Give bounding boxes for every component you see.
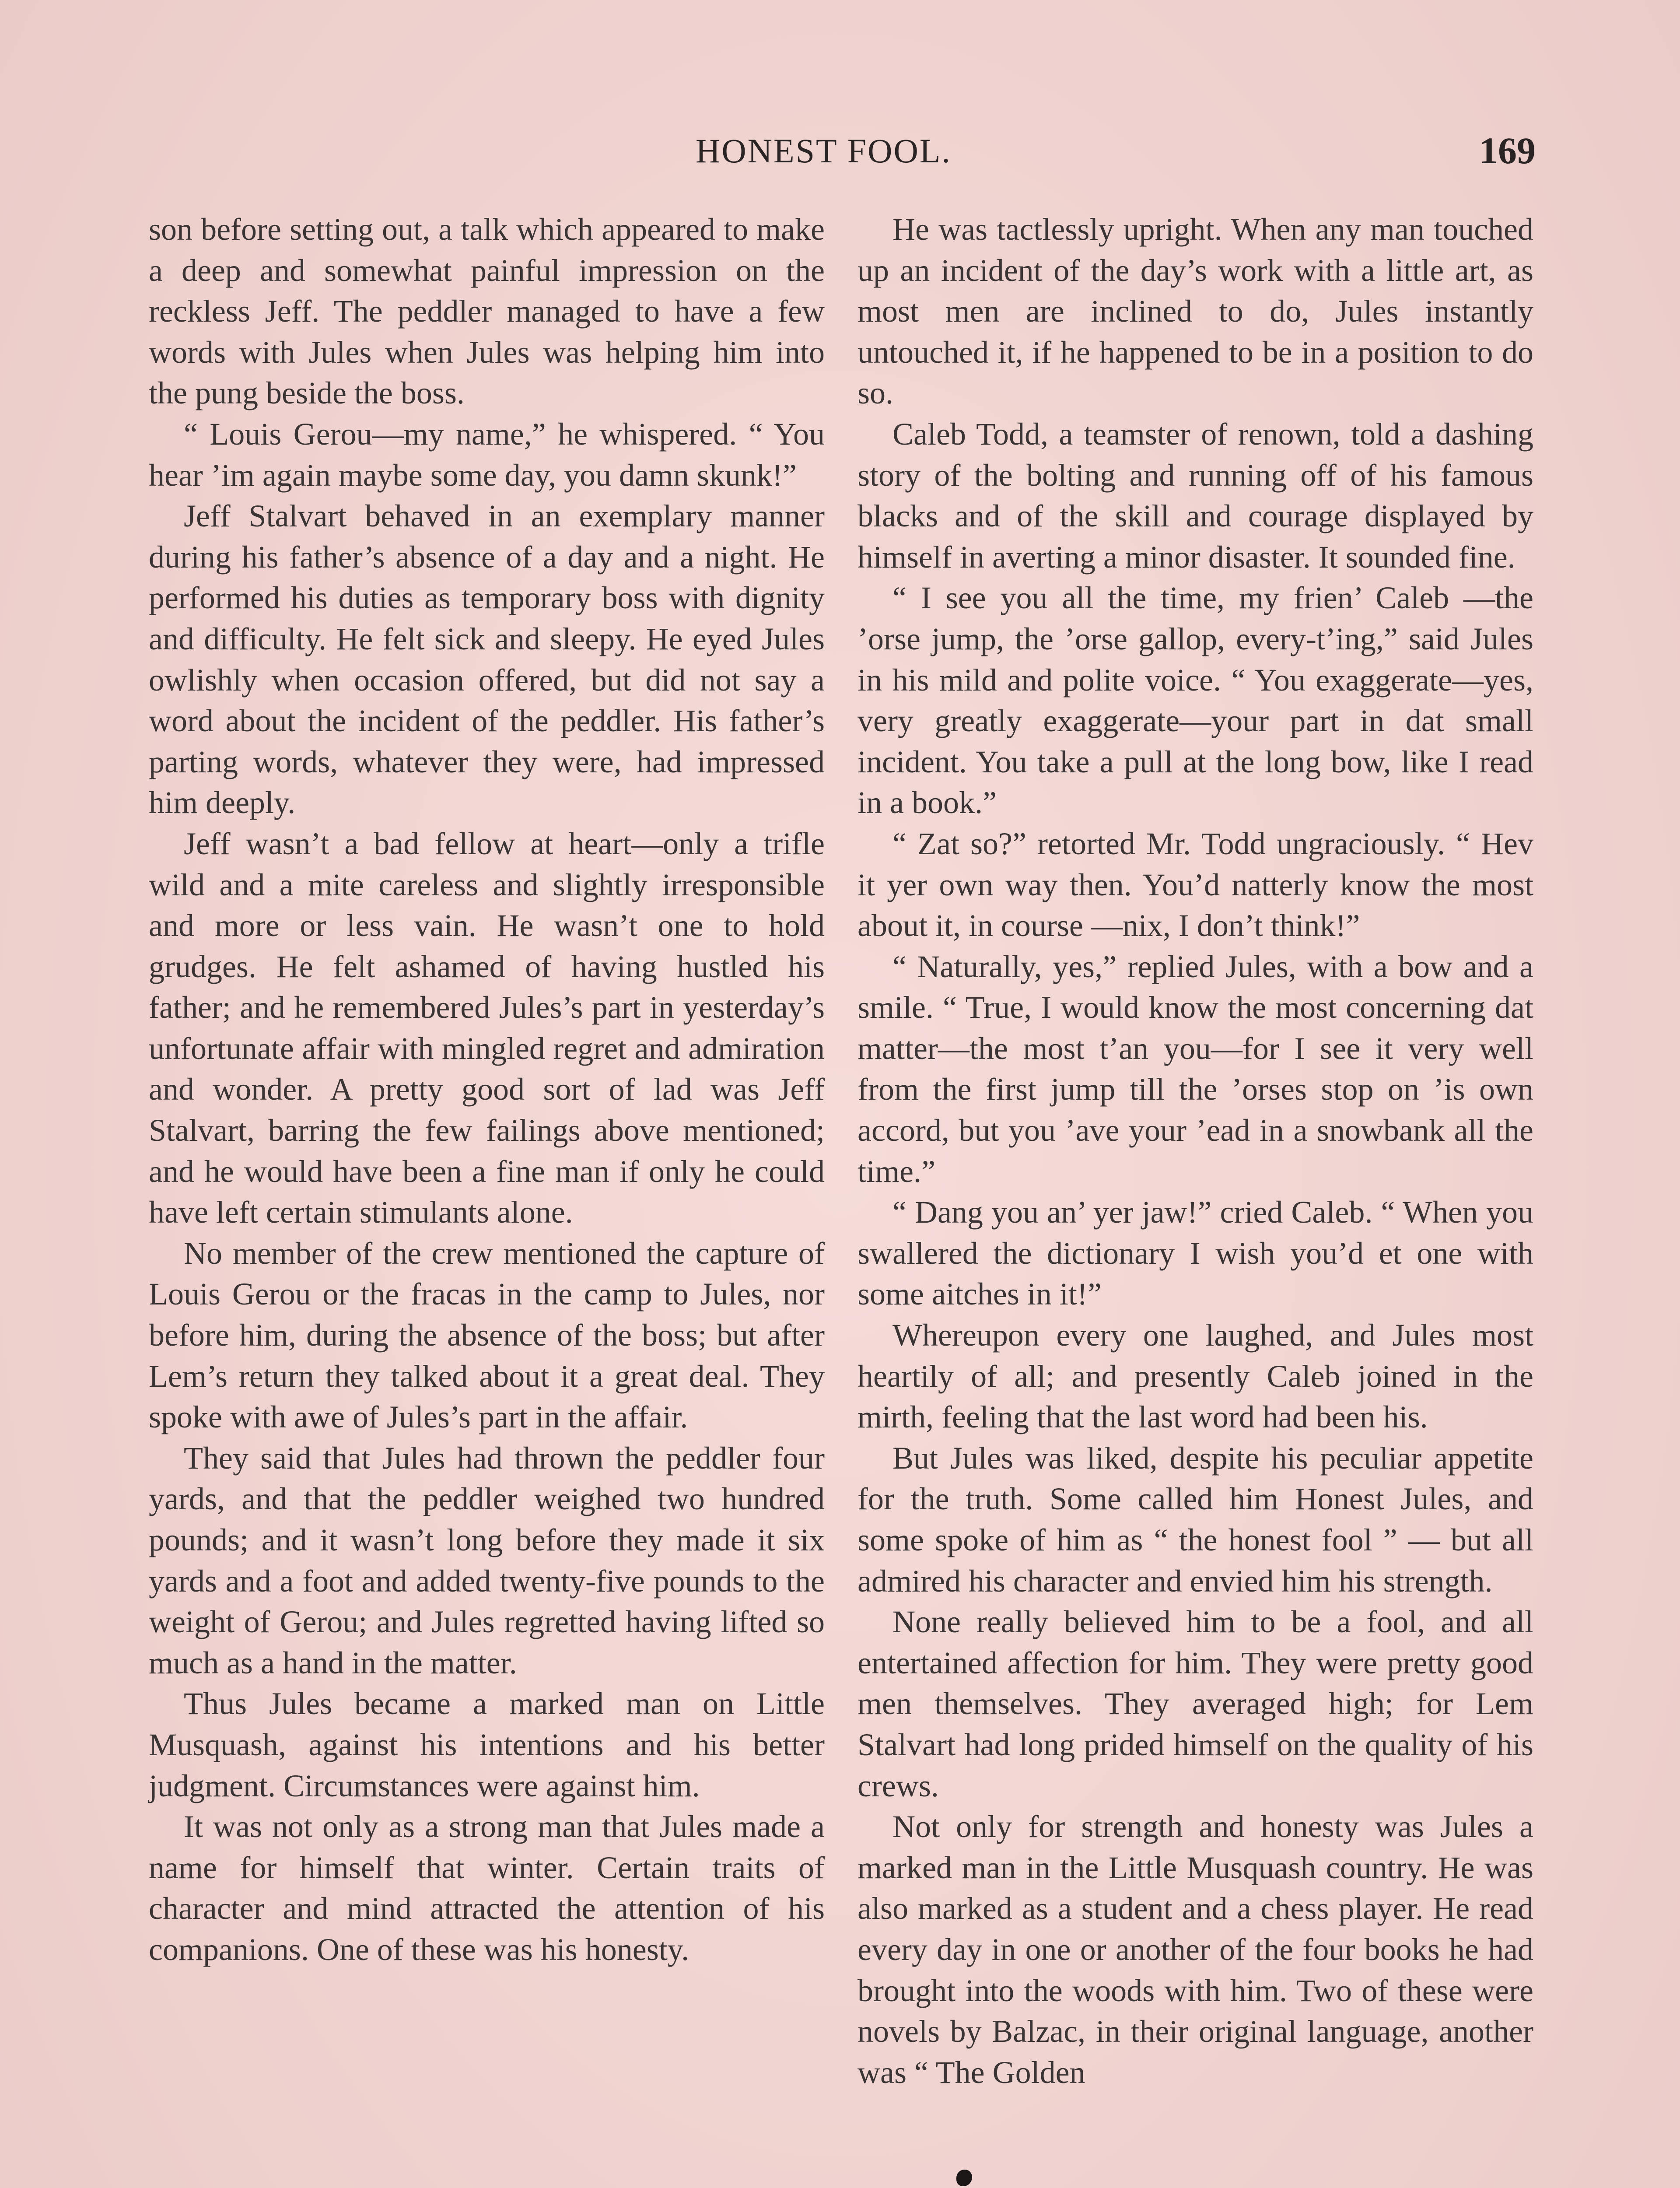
paragraph: Caleb Todd, a teamster of renown, told a dashing story of the bolting and running off of his famous blacks and of the skill and courage displayed by himself in averting a minor disaster. It sounded fine. [858, 416, 1533, 575]
paragraph: None really believed him to be a fool, and all entertained affection for him. They were pretty good men themselves. They averaged high; for Lem Stalvart had long prided himself on the quality of his crews. [858, 1604, 1533, 1803]
paragraph: Jeff Stalvart behaved in an exemplary manner during his father’s absence of a day and a night. He performed his duties as temporary boss with dignity and difficulty. He felt sick and sleepy. He eyed Jules owlishly when occasion offered, but did not say a word about the incident of the peddler. His father’s parting words, whatever they were, had impressed him deeply. [149, 498, 825, 820]
paragraph: son before setting out, a talk which appeared to make a deep and somewhat painful impression on the reckless Jeff. The peddler managed to have a few words with Jules when Jules was helping him into the pung beside the boss. [149, 212, 825, 411]
paragraph: No member of the crew mentioned the capture of Louis Gerou or the fracas in the camp to Jules, nor before him, during the absence of the boss; but after Lem’s return they talked about it a great deal. They spoke with awe of Jules’s part in the affair. [149, 1235, 825, 1435]
paragraph: “ Dang you an’ yer jaw!” cried Caleb. “ When you swallered the dictionary I wish you’d et one with some aitches in it!” [858, 1195, 1533, 1312]
paragraph: They said that Jules had thrown the peddler four yards, and that the peddler weighed two hundred pounds; and it wasn’t long before they made it six yards and a foot and added twenty-five pounds to the weight of Gerou; and Jules regretted having lifted so much as a hand in the matter. [149, 1440, 825, 1680]
paragraph: He was tactlessly upright. When any man touched up an incident of the day’s work with a little art, as most men are inclined to do, Jules instantly untouched it, if he happened to be in a position to do so. [858, 212, 1533, 411]
paragraph: “ Naturally, yes,” replied Jules, with a bow and a smile. “ True, I would know the most concerning dat matter—the most t’an you—for I see it very well from the first jump till the ’orses stop on ’is own accord, but you ’ave your ’ead in a snowbank all the time.” [858, 949, 1533, 1189]
right-column [858, 209, 1533, 2093]
paragraph: It was not only as a strong man that Jules made a name for himself that winter. Certain traits of character and mind attracted the attention of his companions. One of these was his honesty. [149, 1809, 825, 1967]
left-column [149, 209, 825, 1971]
ink-blot [956, 2170, 972, 2186]
paragraph: “ I see you all the time, my frien’ Caleb —the ’orse jump, the ’orse gallop, every-t’ing,” said Jules in his mild and polite voice. “ You exaggerate—yes, very greatly exaggerate—your part in dat small incident. You take a pull at the long bow, like I read in a book.” [858, 580, 1533, 820]
paragraph: Jeff wasn’t a bad fellow at heart—only a trifle wild and a mite careless and slightly irresponsible and more or less vain. He wasn’t one to hold grudges. He felt ashamed of having hustled his father; and he remembered Jules’s part in yesterday’s unfortunate affair with mingled regret and admiration and wonder. A pretty good sort of lad was Jeff Stalvart, barring the few failings above mentioned; and he would have been a fine man if only he could have left certain stimulants alone. [149, 826, 825, 1230]
page-number: 169 [1479, 130, 1536, 172]
paragraph: But Jules was liked, despite his peculiar appetite for the truth. Some called him Honest Jules, and some spoke of him as “ the honest fool ” — but all admired his character and envied him his strength. [858, 1440, 1533, 1599]
paragraph: Not only for strength and honesty was Jules a marked man in the Little Musquash country. He was also marked as a student and a chess player. He read every day in one or another of the four books he had brought into the woods with him. Two of these were novels by Balzac, in their original language, another was “ The Golden [858, 1809, 1533, 2090]
paragraph: Whereupon every one laughed, and Jules most heartily of all; and presently Caleb joined in the mirth, feeling that the last word had been his. [858, 1318, 1533, 1435]
paragraph: “ Zat so?” retorted Mr. Todd ungraciously. “ Hev it yer own way then. You’d natterly know the most about it, in course —nix, I don’t think!” [858, 826, 1533, 943]
paragraph: “ Louis Gerou—my name,” he whispered. “ You hear ’im again maybe some day, you damn skunk!” [149, 416, 825, 493]
running-title: HONEST FOOL. [696, 132, 952, 170]
paragraph: Thus Jules became a marked man on Little Musquash, against his intentions and his better judgment. Circumstances were against him. [149, 1686, 825, 1803]
